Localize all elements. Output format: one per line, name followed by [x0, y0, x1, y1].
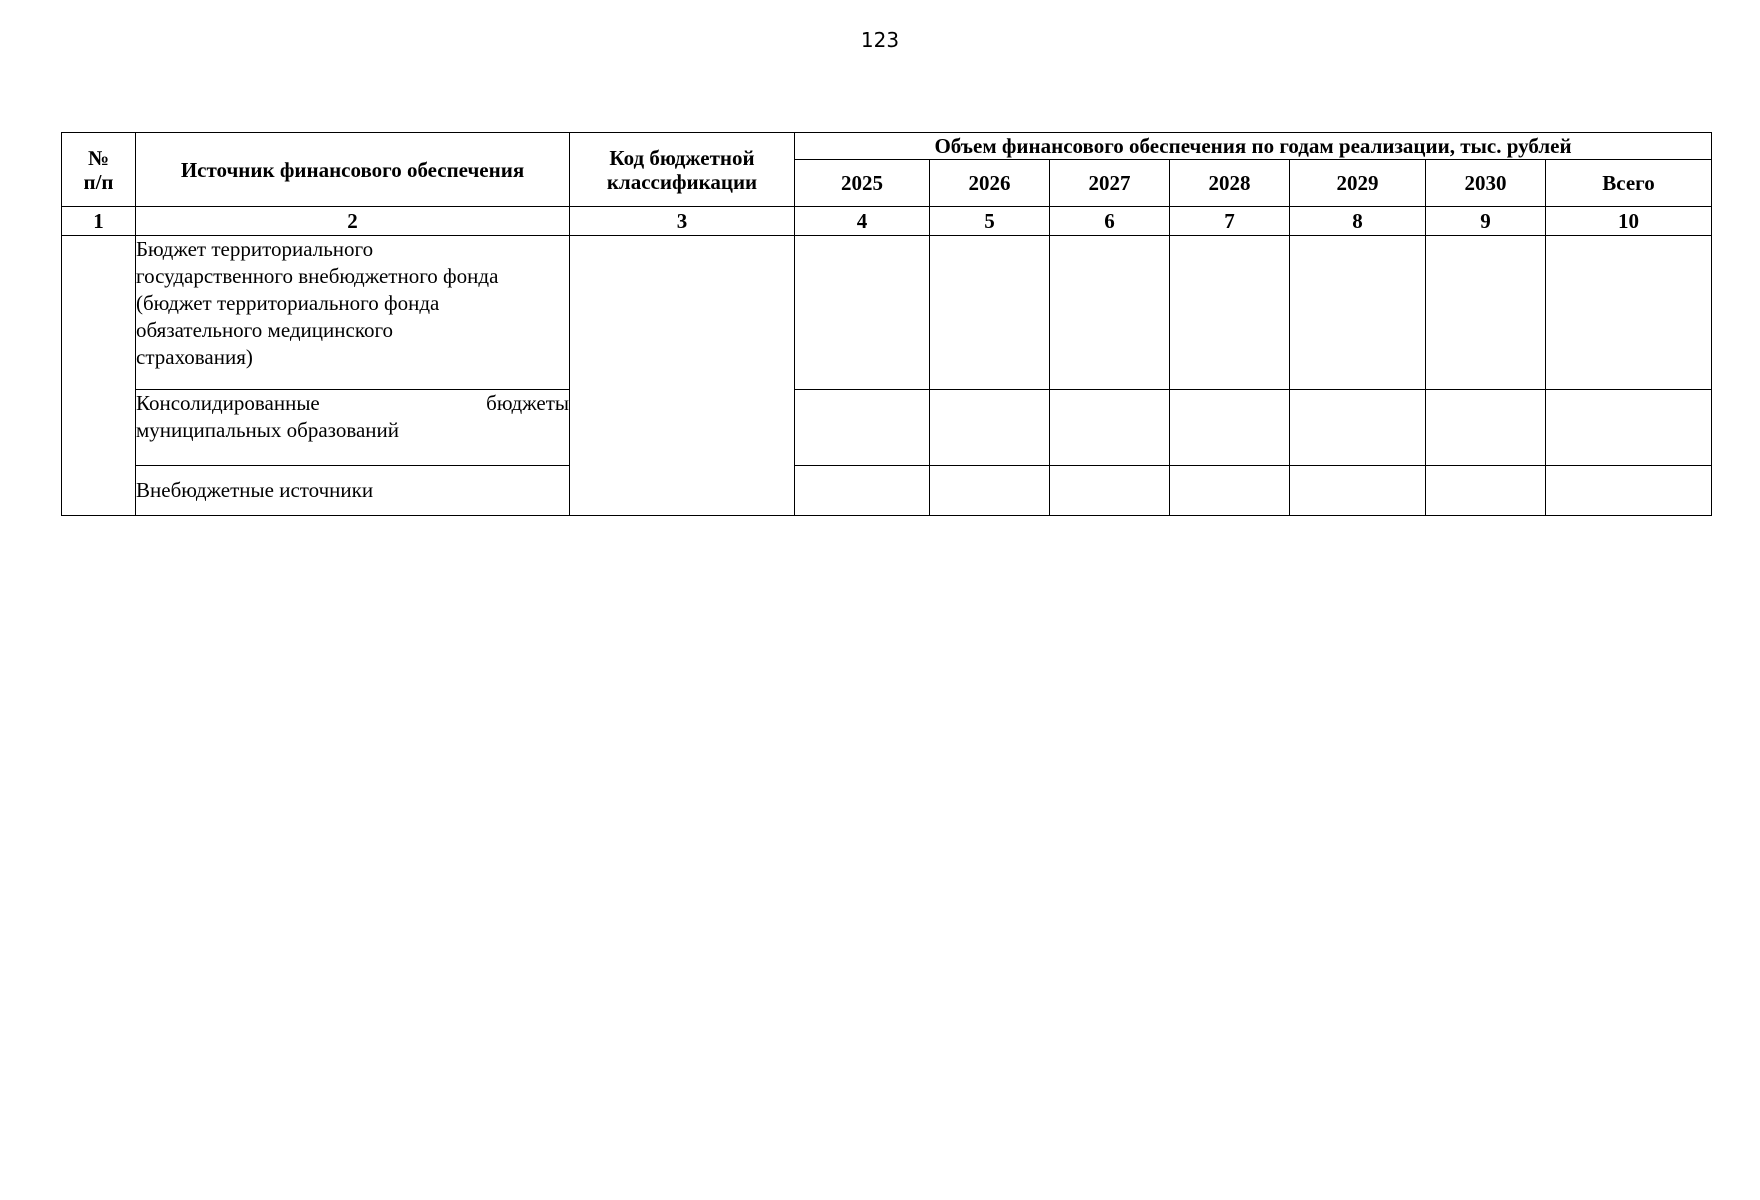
source-cell	[136, 390, 570, 466]
value-cell	[1050, 390, 1170, 466]
value-cell	[1426, 466, 1546, 516]
value-cell	[1050, 466, 1170, 516]
header-total: Всего	[1546, 160, 1712, 207]
source-line: Бюджет территориального	[136, 237, 374, 261]
value-cell	[1290, 390, 1426, 466]
value-cell	[1426, 390, 1546, 466]
source-line: страхования)	[136, 345, 253, 369]
value-cell	[1170, 466, 1290, 516]
header-num-line1: №	[87, 145, 110, 170]
source-line: (бюджет территориального фонда	[136, 291, 440, 315]
column-number: 4	[795, 207, 930, 236]
source-cell	[136, 236, 570, 390]
value-cell	[1426, 236, 1546, 390]
row-num-cell	[62, 236, 136, 516]
table-row	[62, 236, 1712, 390]
header-year: 2026	[930, 160, 1050, 207]
column-number: 3	[570, 207, 795, 236]
page-number: 123	[860, 28, 900, 52]
column-number: 9	[1426, 207, 1546, 236]
header-code-line1: Код бюджетной	[609, 145, 755, 170]
header-num-line2: п/п	[83, 169, 114, 194]
header-source: Источник финансового обеспечения	[136, 133, 570, 207]
total-cell	[1546, 390, 1712, 466]
source-line: муниципальных образований	[136, 418, 399, 442]
table-row	[62, 390, 1712, 466]
source-line	[136, 390, 569, 417]
value-cell	[930, 466, 1050, 516]
value-cell	[795, 390, 930, 466]
header-code	[570, 133, 795, 207]
header-volume: Объем финансового обеспечения по годам реализации, тыс. рублей	[795, 133, 1712, 160]
source-word: бюджеты	[486, 391, 569, 415]
column-number: 10	[1546, 207, 1712, 236]
header-num	[62, 133, 136, 207]
source-word: Консолидированные	[136, 391, 320, 415]
value-cell	[930, 236, 1050, 390]
column-number: 1	[62, 207, 136, 236]
column-number: 7	[1170, 207, 1290, 236]
value-cell	[1170, 236, 1290, 390]
total-cell	[1546, 466, 1712, 516]
value-cell	[1050, 236, 1170, 390]
column-number: 2	[136, 207, 570, 236]
column-number: 8	[1290, 207, 1426, 236]
financing-table	[61, 132, 1712, 516]
table-row	[62, 466, 1712, 516]
column-number: 5	[930, 207, 1050, 236]
value-cell	[930, 390, 1050, 466]
header-year: 2029	[1290, 160, 1426, 207]
source-cell: Внебюджетные источники	[136, 466, 570, 516]
value-cell	[1170, 390, 1290, 466]
header-year: 2025	[795, 160, 930, 207]
total-cell	[1546, 236, 1712, 390]
source-line: государственного внебюджетного фонда	[136, 264, 499, 288]
header-code-line2: классификации	[606, 169, 758, 194]
column-number: 6	[1050, 207, 1170, 236]
value-cell	[795, 236, 930, 390]
header-year: 2030	[1426, 160, 1546, 207]
value-cell	[1290, 466, 1426, 516]
source-line: обязательного медицинского	[136, 318, 394, 342]
header-year: 2028	[1170, 160, 1290, 207]
header-year: 2027	[1050, 160, 1170, 207]
value-cell	[1290, 236, 1426, 390]
code-cell	[570, 236, 795, 516]
value-cell	[795, 466, 930, 516]
